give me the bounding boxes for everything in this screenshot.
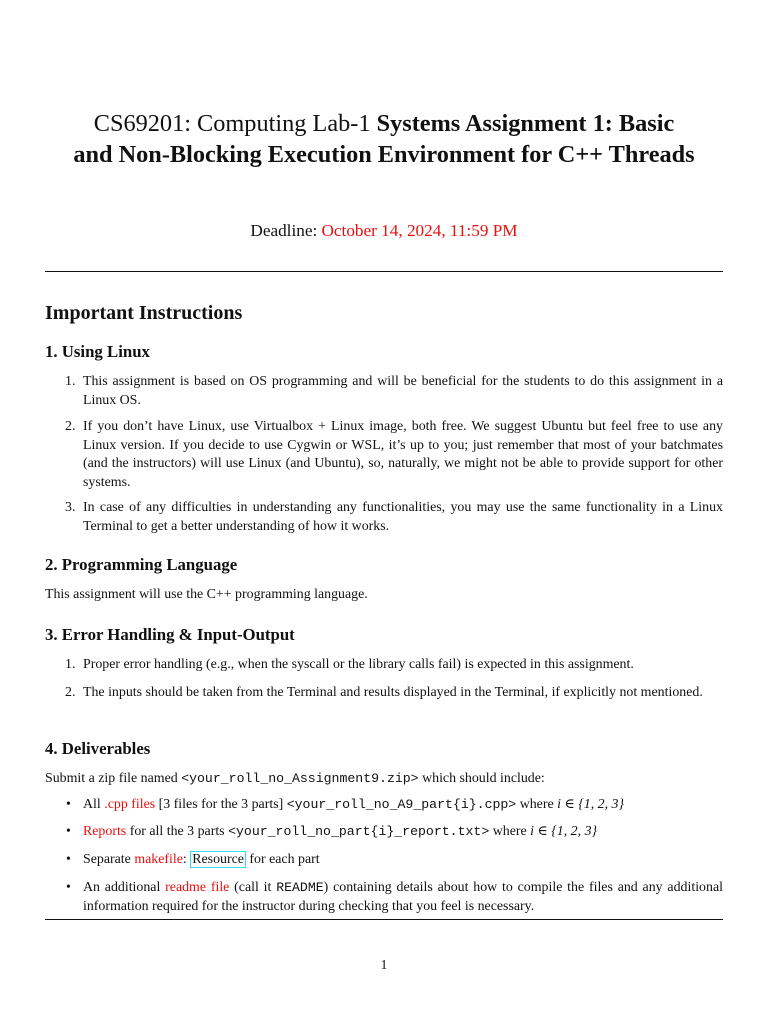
page-number: 1 [380,958,388,973]
bullet-text-part: Separate [83,852,131,867]
course-name: CS69201: Computing Lab-1 [93,110,371,137]
bullet-text [83,851,723,870]
heading-error-handling: 3. Error Handling & Input-Output [45,625,295,644]
readme-filename: README [276,880,324,895]
bullet-text [83,879,723,916]
bullet-text-part: An additional [83,880,161,895]
colon: : [182,852,187,867]
deadline [0,222,768,241]
section-heading-important: Important Instructions [45,302,243,324]
deliverables-intro [45,770,723,789]
heading-deliverables: 4. Deliverables [45,739,151,758]
zip-filename: <your_roll_no_Assignment9.zip> [181,771,419,786]
resource-link[interactable]: Resource [192,852,244,867]
bullet-text [83,796,723,815]
bullet-text-part: where [519,797,554,812]
deadline-label: Deadline: [250,221,318,240]
report-filename-pattern: <your_roll_no_part{i}_report.txt> [228,824,490,839]
assignment-title-line1: Systems Assignment 1: Basic [376,110,675,137]
deadline-value: October 14, 2024, 11:59 PM [321,221,518,240]
bullet-dot: • [66,852,71,867]
item-number: 2. [65,419,76,434]
bullet-text-part: All [83,797,101,812]
item-number: 1. [65,374,76,389]
bullet-text-part: for each part [249,852,320,867]
item-number: 2. [65,685,76,700]
intro-text-end: which should include: [422,771,545,786]
programming-language-text: This assignment will use the C++ programming language. [45,587,368,602]
makefile-highlight: makefile [134,852,183,867]
item-number: 3. [65,500,76,515]
bullet-text-part: (call it [234,880,272,895]
cpp-files-highlight: .cpp files [104,797,156,812]
bullet-text-part: [3 files for the 3 parts] [158,797,284,812]
item-number: 1. [65,657,76,672]
cpp-filename-pattern: <your_roll_no_A9_part{i}.cpp> [286,797,517,812]
assignment-title-line2: and Non-Blocking Execution Environment for C++ Threads [73,141,695,168]
bullet-dot: • [66,880,71,895]
document-title [30,108,738,170]
bullet-dot: • [66,824,71,839]
index-set: i ∈ {1, 2, 3} [557,797,625,812]
heading-using-linux: 1. Using Linux [45,342,150,361]
bullet-text-part: for all the 3 parts [129,824,225,839]
reports-highlight: Reports [83,824,127,839]
bullet-text-part: ) containing details about how to compile the files and any additional information required for the instructor during checking that you feel is necessary. [83,880,723,914]
item-text: In case of any difficulties in understanding any functionalities, you may use the same functionality in a Linux Terminal to get a better understanding of how it works. [83,500,723,534]
readme-highlight: readme file [165,880,230,895]
item-text: If you don’t have Linux, use Virtualbox + Linux image, both free. We suggest Ubuntu but feel free to use any Linux version. If you decide to use Cygwin or WSL, it’s up to you; just remember that most of your batchmates (and the instructors) will use Linux (and Ubuntu), so, naturally, we might not be able to provide support for other systems. [83,419,723,490]
bullet-text-part: where [492,824,527,839]
bottom-divider [45,919,723,920]
bullet-text [83,823,723,842]
intro-text: Submit a zip file named [45,771,178,786]
item-text: The inputs should be taken from the Terminal and results displayed in the Terminal, if explicitly not mentioned. [83,685,703,700]
bullet-dot: • [66,797,71,812]
index-set: i ∈ {1, 2, 3} [530,824,598,839]
top-divider [45,271,723,272]
item-text: Proper error handling (e.g., when the syscall or the library calls fail) is expected in this assignment. [83,657,634,672]
item-text: This assignment is based on OS programming and will be beneficial for the students to do this assignment in a Linux OS. [83,374,723,408]
heading-programming-language: 2. Programming Language [45,555,238,574]
